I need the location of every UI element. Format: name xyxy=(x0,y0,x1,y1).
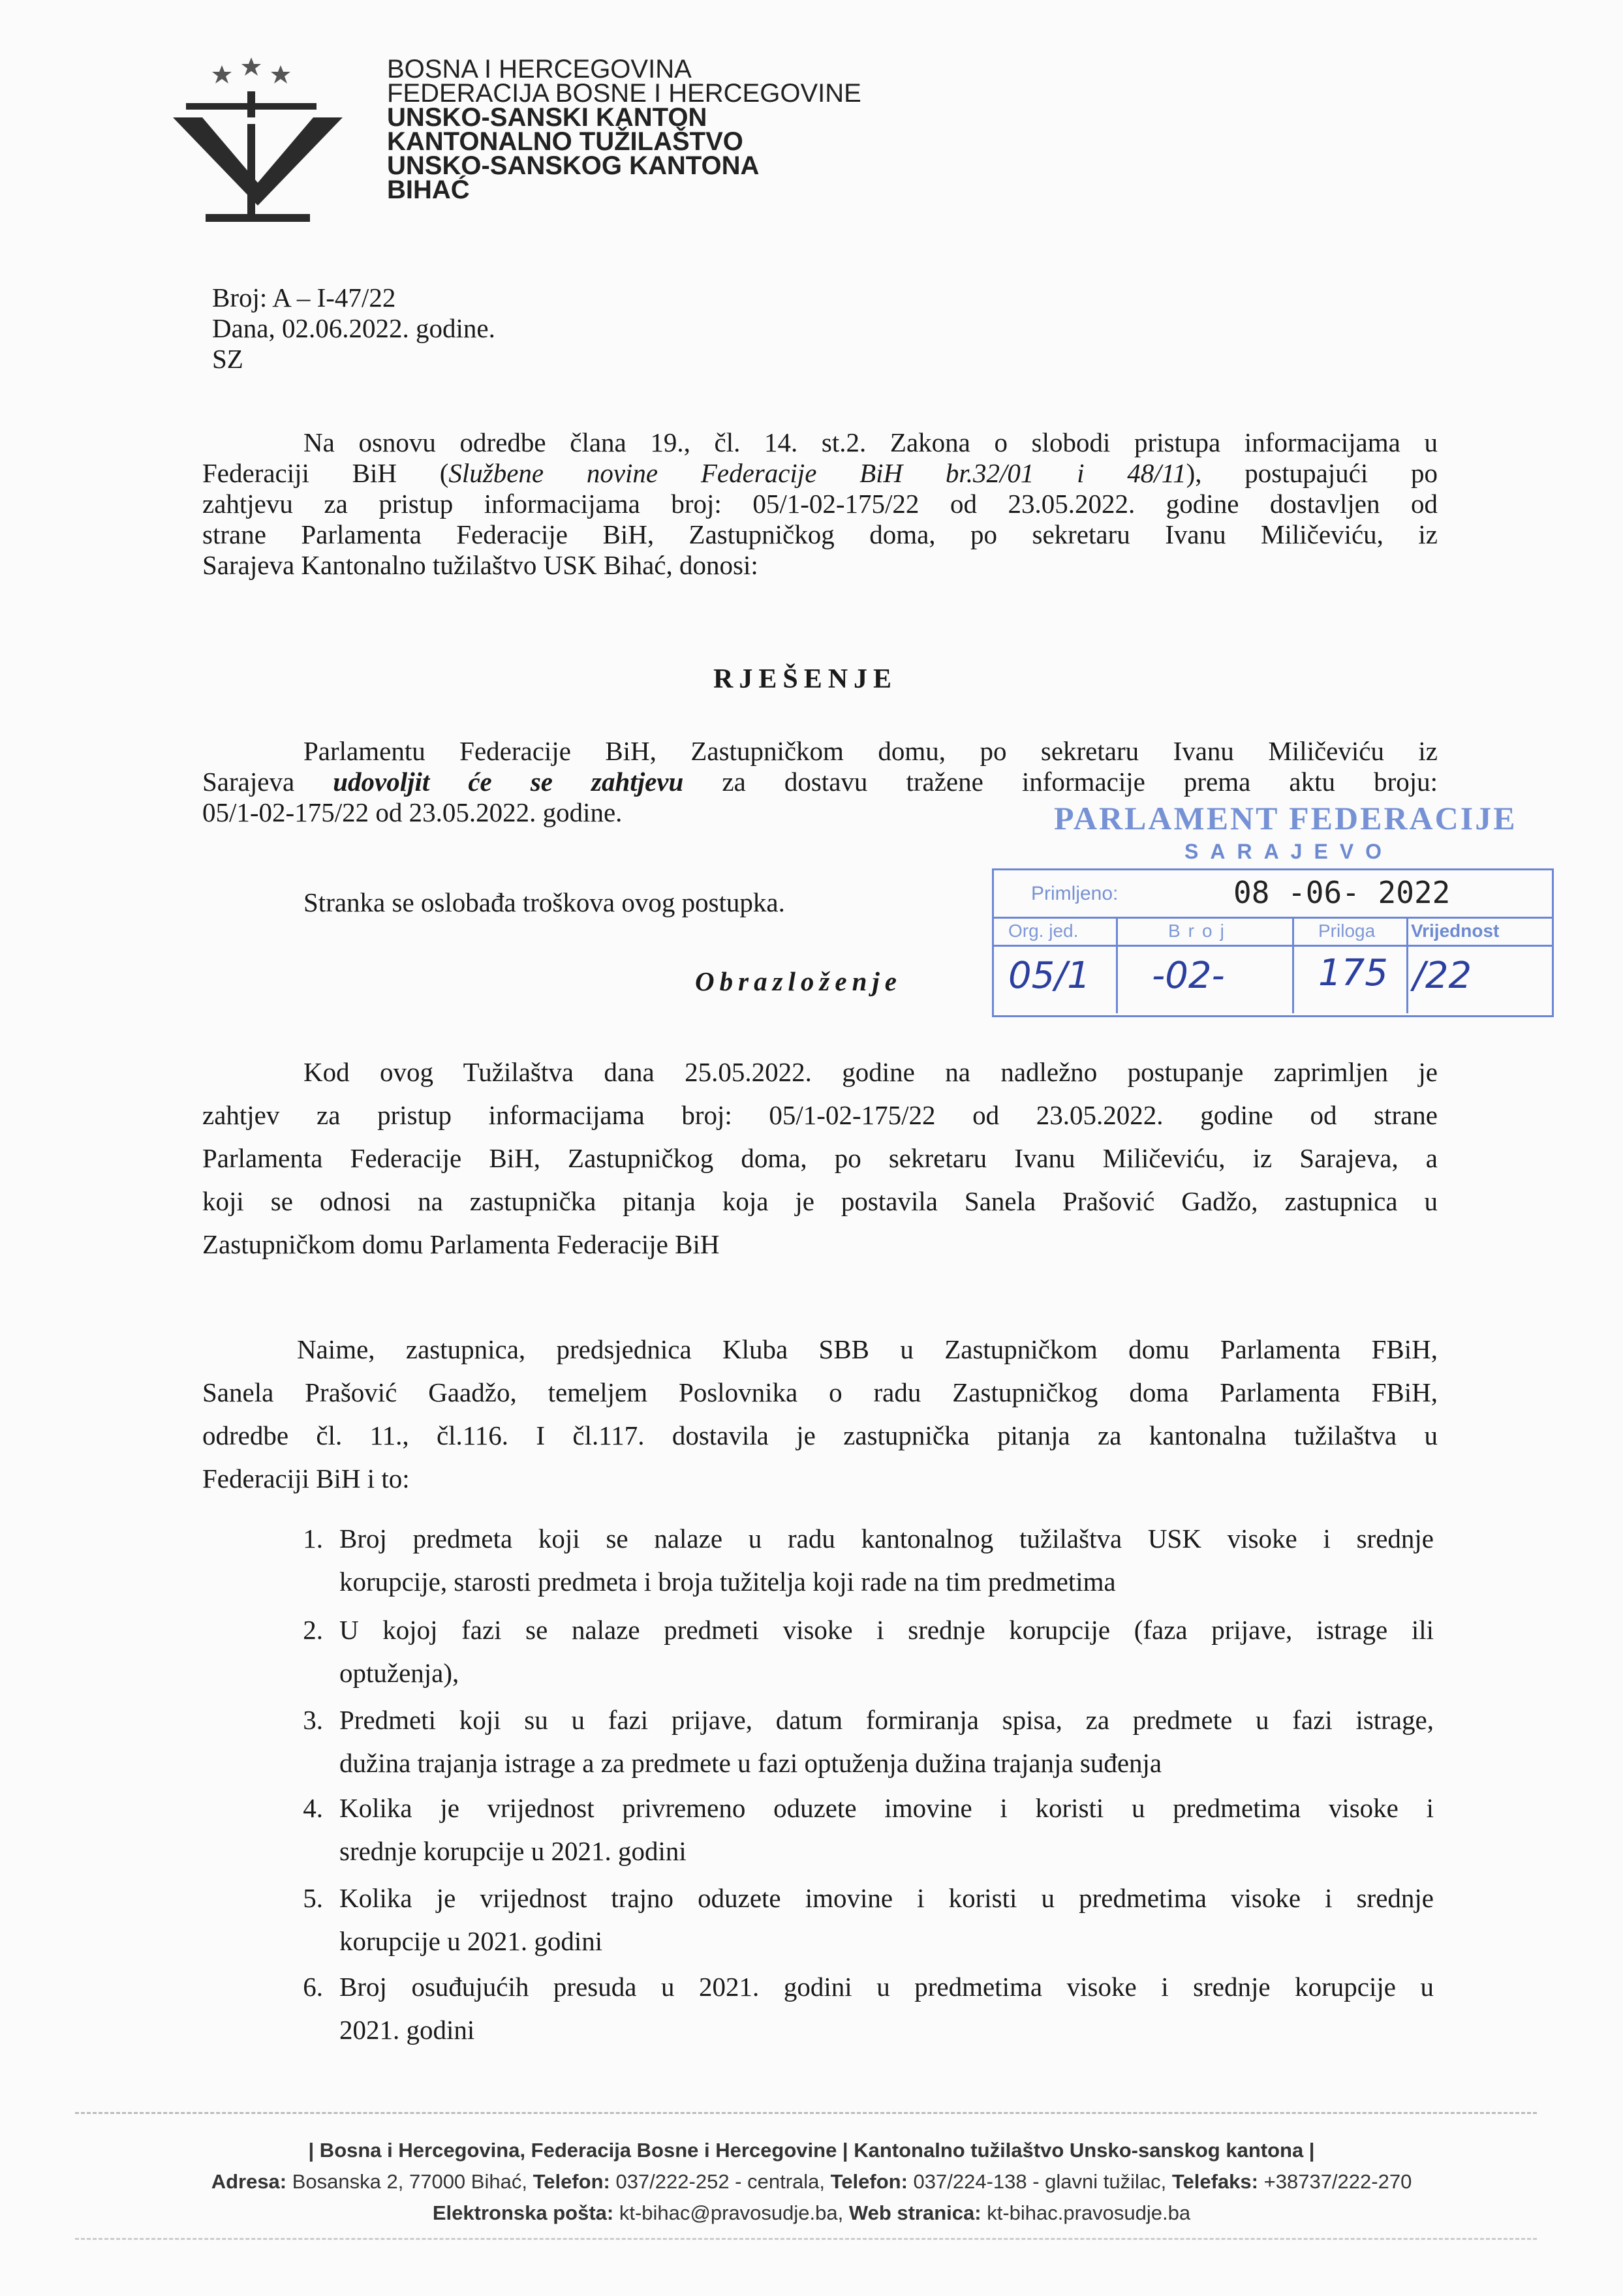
list-item: 1. Broj predmeta koji se nalaze u radu kantonalnog tužilaštva USK visoke i srednje korupcije, starosti predmeta i broja tužitelja koji rade na tim predmetima xyxy=(290,1517,1434,1603)
document-date: Dana, 02.06.2022. godine. xyxy=(212,313,495,343)
prosecutor-emblem xyxy=(166,52,362,241)
reasoning-line: Zastupničkom domu Parlamenta Federacije BiH xyxy=(202,1229,720,1259)
stamp-received-label: Primljeno: xyxy=(1031,883,1119,904)
list-item: 3. Predmeti koji su u fazi prijave, datum formiranja spisa, za predmete u fazi istrage, dužina trajanja istrage a za predmete u fazi optuženja dužina trajanja suđenja xyxy=(290,1698,1434,1784)
header-office: KANTONALNO TUŽILAŠTVO xyxy=(387,127,743,156)
stamp-value-broj: -02- xyxy=(1152,955,1225,997)
stamp-col-broj: Broj xyxy=(1168,921,1232,941)
intro-line: Sarajeva Kantonalno tužilaštvo USK Bihać, donosi: xyxy=(202,550,758,580)
intro-line: Federaciji BiH (Službene novine Federacije BiH br.32/01 i 48/11), postupajući po xyxy=(202,458,1438,488)
received-stamp xyxy=(992,799,1553,1021)
decision-line: Sarajeva udovoljit će se zahtjevu za dostavu tražene informacije prema aktu broju: xyxy=(202,767,1438,797)
stamp-divider xyxy=(1406,917,1408,1013)
stamp-col-vrijednost: Vrijednost xyxy=(1411,921,1500,941)
intro-line: strane Parlamenta Federacije BiH, Zastupničkog doma, po sekretaru Ivanu Miličeviću, iz xyxy=(202,519,1438,549)
stamp-divider xyxy=(992,917,1552,919)
decision-line: Parlamentu Federacije BiH, Zastupničkom domu, po sekretaru Ivanu Miličeviću iz xyxy=(303,736,1438,766)
reasoning-line: Naime, zastupnica, predsjednica Kluba SBB u Zastupničkom domu Parlamenta FBiH, xyxy=(297,1334,1438,1364)
list-item: 5. Kolika je vrijednost trajno oduzete imovine i koristi u predmetima visoke i srednje korupcije u 2021. godini xyxy=(290,1876,1434,1963)
footer-divider xyxy=(75,2238,1537,2240)
reasoning-title: Obrazloženje xyxy=(695,966,902,996)
stamp-value-priloga: 175 xyxy=(1318,952,1388,994)
document-mark: SZ xyxy=(212,344,243,374)
list-number: 1. xyxy=(303,1523,323,1554)
reasoning-line: koji se odnosi na zastupnička pitanja koja je postavila Sanela Prašović Gadžo, zastupnica u xyxy=(202,1186,1438,1216)
document-meta xyxy=(212,283,495,375)
reasoning-line: zahtjev za pristup informacijama broj: 05/1-02-175/22 od 23.05.2022. godine od strane xyxy=(202,1100,1438,1130)
questions-list xyxy=(290,1517,1434,2078)
intro-line: zahtjevu za pristup informacijama broj: 05/1-02-175/22 od 23.05.2022. godine dostavljen od xyxy=(202,489,1438,519)
footer-website[interactable]: kt-bihac.pravosudje.ba xyxy=(987,2201,1191,2224)
stamp-divider xyxy=(1116,917,1118,1013)
header-office-canton: UNSKO-SANSKOG KANTONA xyxy=(387,151,760,180)
letterhead xyxy=(387,57,974,202)
reasoning-line: Kod ovog Tužilaštva dana 25.05.2022. godine na nadležno postupanje zaprimljen je xyxy=(303,1057,1438,1087)
decision-title: RJEŠENJE xyxy=(713,664,898,694)
stamp-divider xyxy=(1292,917,1294,1013)
list-number: 4. xyxy=(303,1793,323,1823)
footer-contacts: Adresa: Bosanska 2, 77000 Bihać, Telefon: 037/222-252 - centrala, Telefon: 037/224-138 - glavni tužilac, Telefaks: +38737/222-270 xyxy=(211,2170,1412,2193)
footer-institution: | Bosna i Hercegovina, Federacija Bosne i Hercegovine | Kantonalno tužilaštvo Unsko-sanskog kantona | xyxy=(308,2139,1315,2162)
intro-line: Na osnovu odredbe člana 19., čl. 14. st.2. Zakona o slobodi pristupa informacijama u xyxy=(303,427,1438,457)
header-city: BIHAĆ xyxy=(387,176,470,204)
stamp-received-date: 08 -06- 2022 xyxy=(1233,875,1451,910)
header-federation: FEDERACIJA BOSNE I HERCEGOVINE xyxy=(387,79,861,108)
intro-paragraph xyxy=(202,427,1438,581)
stamp-col-org: Org. jed. xyxy=(1008,921,1079,941)
stamp-divider xyxy=(992,945,1552,947)
stamp-value-org: 05/1 xyxy=(1008,955,1090,997)
stamp-col-priloga: Priloga xyxy=(1318,921,1376,941)
footer-divider xyxy=(75,2112,1537,2114)
stamp-title: PARLAMENT FEDERACIJE xyxy=(1054,800,1517,836)
header-country: BOSNA I HERCEGOVINA xyxy=(387,55,692,84)
list-item: 6. Broj osuđujućih presuda u 2021. godini u predmetima visoke i srednje korupcije u 2021. godini xyxy=(290,1965,1434,2051)
list-number: 6. xyxy=(303,1972,323,2002)
reasoning-line: odredbe čl. 11., čl.116. I čl.117. dostavila je zastupnička pitanja za kantonalna tužilaštva u xyxy=(202,1420,1438,1450)
decision-emphasis: udovoljit će se zahtjevu xyxy=(333,767,684,797)
list-number: 5. xyxy=(303,1883,323,1913)
document-number: Broj: A – I-47/22 xyxy=(212,283,396,313)
header-canton: UNSKO-SANSKI KANTON xyxy=(387,103,707,132)
reasoning-line: Sanela Prašović Gaadžo, temeljem Poslovnika o radu Zastupničkog doma Parlamenta FBiH, xyxy=(202,1377,1438,1407)
reasoning-line: Parlamenta Federacije BiH, Zastupničkog doma, po sekretaru Ivanu Miličeviću, iz Sarajeva, a xyxy=(202,1143,1438,1173)
footer xyxy=(39,2135,1584,2229)
reasoning-paragraph-1 xyxy=(202,1050,1438,1266)
gazette-reference: Službene novine Federacije BiH br.32/01 i 48/11 xyxy=(448,458,1186,488)
reasoning-line: Federaciji BiH i to: xyxy=(202,1463,410,1493)
stamp-value-vrijednost: /22 xyxy=(1413,955,1472,997)
list-item: 2. U kojoj fazi se nalaze predmeti visoke i srednje korupcije (faza prijave, istrage ili optuženja), xyxy=(290,1608,1434,1694)
decision-line: 05/1-02-175/22 od 23.05.2022. godine. xyxy=(202,797,623,827)
costs-sentence: Stranka se oslobađa troškova ovog postupka. xyxy=(303,887,785,917)
stamp-city: SARAJEVO xyxy=(1184,840,1394,863)
list-item: 4. Kolika je vrijednost privremeno oduzete imovine i koristi u predmetima visoke i srednje korupcije u 2021. godini xyxy=(290,1786,1434,1873)
reasoning-paragraph-2 xyxy=(202,1328,1438,1500)
footer-email[interactable]: kt-bihac@pravosudje.ba, xyxy=(619,2201,844,2224)
footer-web: Elektronska pošta: kt-bihac@pravosudje.ba, Web stranica: kt-bihac.pravosudje.ba xyxy=(432,2201,1191,2224)
list-number: 3. xyxy=(303,1705,323,1735)
list-number: 2. xyxy=(303,1615,323,1645)
